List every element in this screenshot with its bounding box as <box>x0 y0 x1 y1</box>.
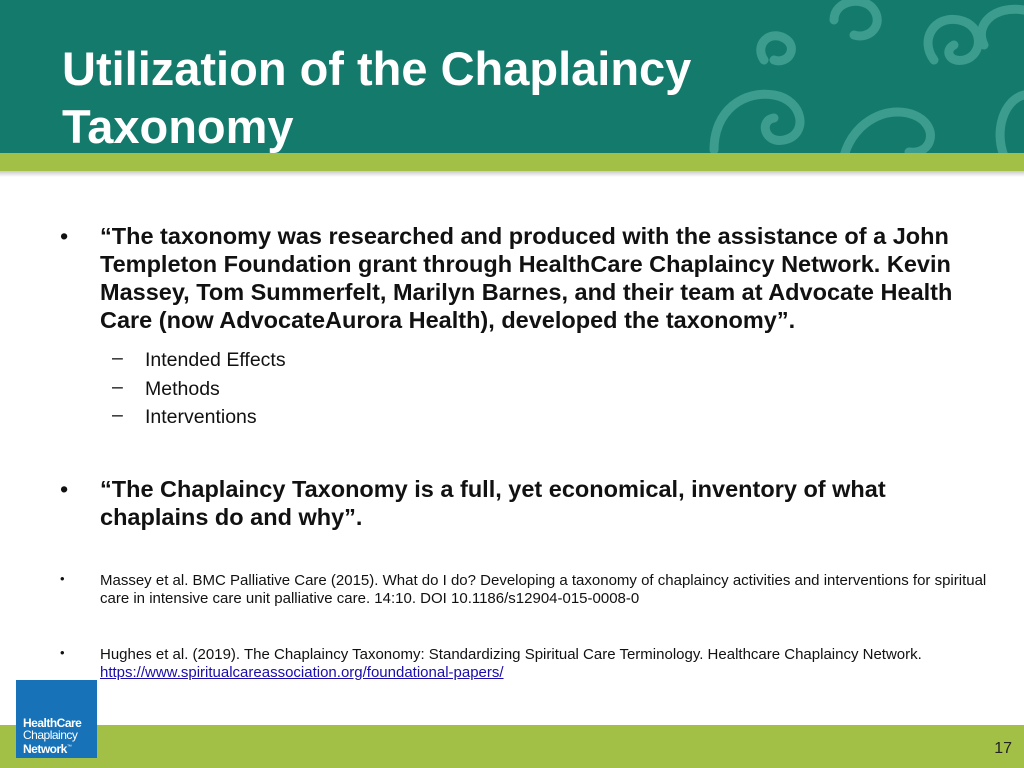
logo-word: Network <box>23 742 67 756</box>
bullet-text: “The taxonomy was researched and produced with the assistance of a John Templeton Foundation grant through HealthCare Chaplaincy Network. Kevin Massey, Tom Summerfelt, Marilyn Barnes, and their team at Advocate Health Care (now AdvocateAurora Health), developed the taxonomy”. <box>100 223 953 333</box>
reference-massey <box>60 572 1000 608</box>
bullet-marker: • <box>60 570 65 586</box>
bullet-taxonomy-origin <box>60 222 1000 334</box>
logo-line-1: HealthCare <box>23 716 82 730</box>
healthcare-chaplaincy-network-logo <box>16 680 97 758</box>
bullet-marker: • <box>60 223 69 249</box>
bullet-taxonomy-definition <box>60 475 1000 531</box>
dash-marker: – <box>112 347 123 369</box>
slide-header <box>0 0 1024 156</box>
reference-text: Hughes et al. (2019). The Chaplaincy Taxonomy: Standardizing Spiritual Care Terminology. Healthcare Chaplaincy Network. <box>100 645 922 663</box>
dash-marker: – <box>112 375 123 398</box>
sub-bullet-text: Methods <box>145 377 220 400</box>
trademark-mark: ™ <box>66 744 72 750</box>
sub-bullet-methods <box>60 375 1000 404</box>
logo-line-2: Chaplaincy <box>23 728 78 742</box>
dash-marker: – <box>112 404 123 426</box>
slide-title: Utilization of the Chaplaincy Taxonomy <box>62 42 692 153</box>
sub-bullet-intended-effects <box>60 346 1000 375</box>
header-shadow <box>0 171 1024 177</box>
footer-band <box>0 725 1024 768</box>
bullet-text: “The Chaplaincy Taxonomy is a full, yet economical, inventory of what chaplains do and why”. <box>100 475 886 530</box>
sub-bullet-interventions <box>60 403 1000 432</box>
page-number: 17 <box>994 740 1012 757</box>
reference-text: Massey et al. BMC Palliative Care (2015). What do I do? Developing a taxonomy of chaplaincy activities and interventions for spiritual care in intensive care unit palliative care. 14:10. DOI 10.1186/s12904-015-0008-0 <box>100 571 987 607</box>
bullet-marker: • <box>60 475 69 502</box>
logo-line-3 <box>23 741 71 756</box>
slide-body <box>60 222 1000 682</box>
bullet-marker: • <box>60 644 65 660</box>
header-accent-band <box>0 153 1024 171</box>
reference-link[interactable]: https://www.spiritualcareassociation.org/foundational-papers/ <box>100 663 504 681</box>
sub-bullet-text: Intended Effects <box>145 349 286 371</box>
reference-hughes <box>60 646 1000 682</box>
sub-bullet-text: Interventions <box>145 406 257 428</box>
